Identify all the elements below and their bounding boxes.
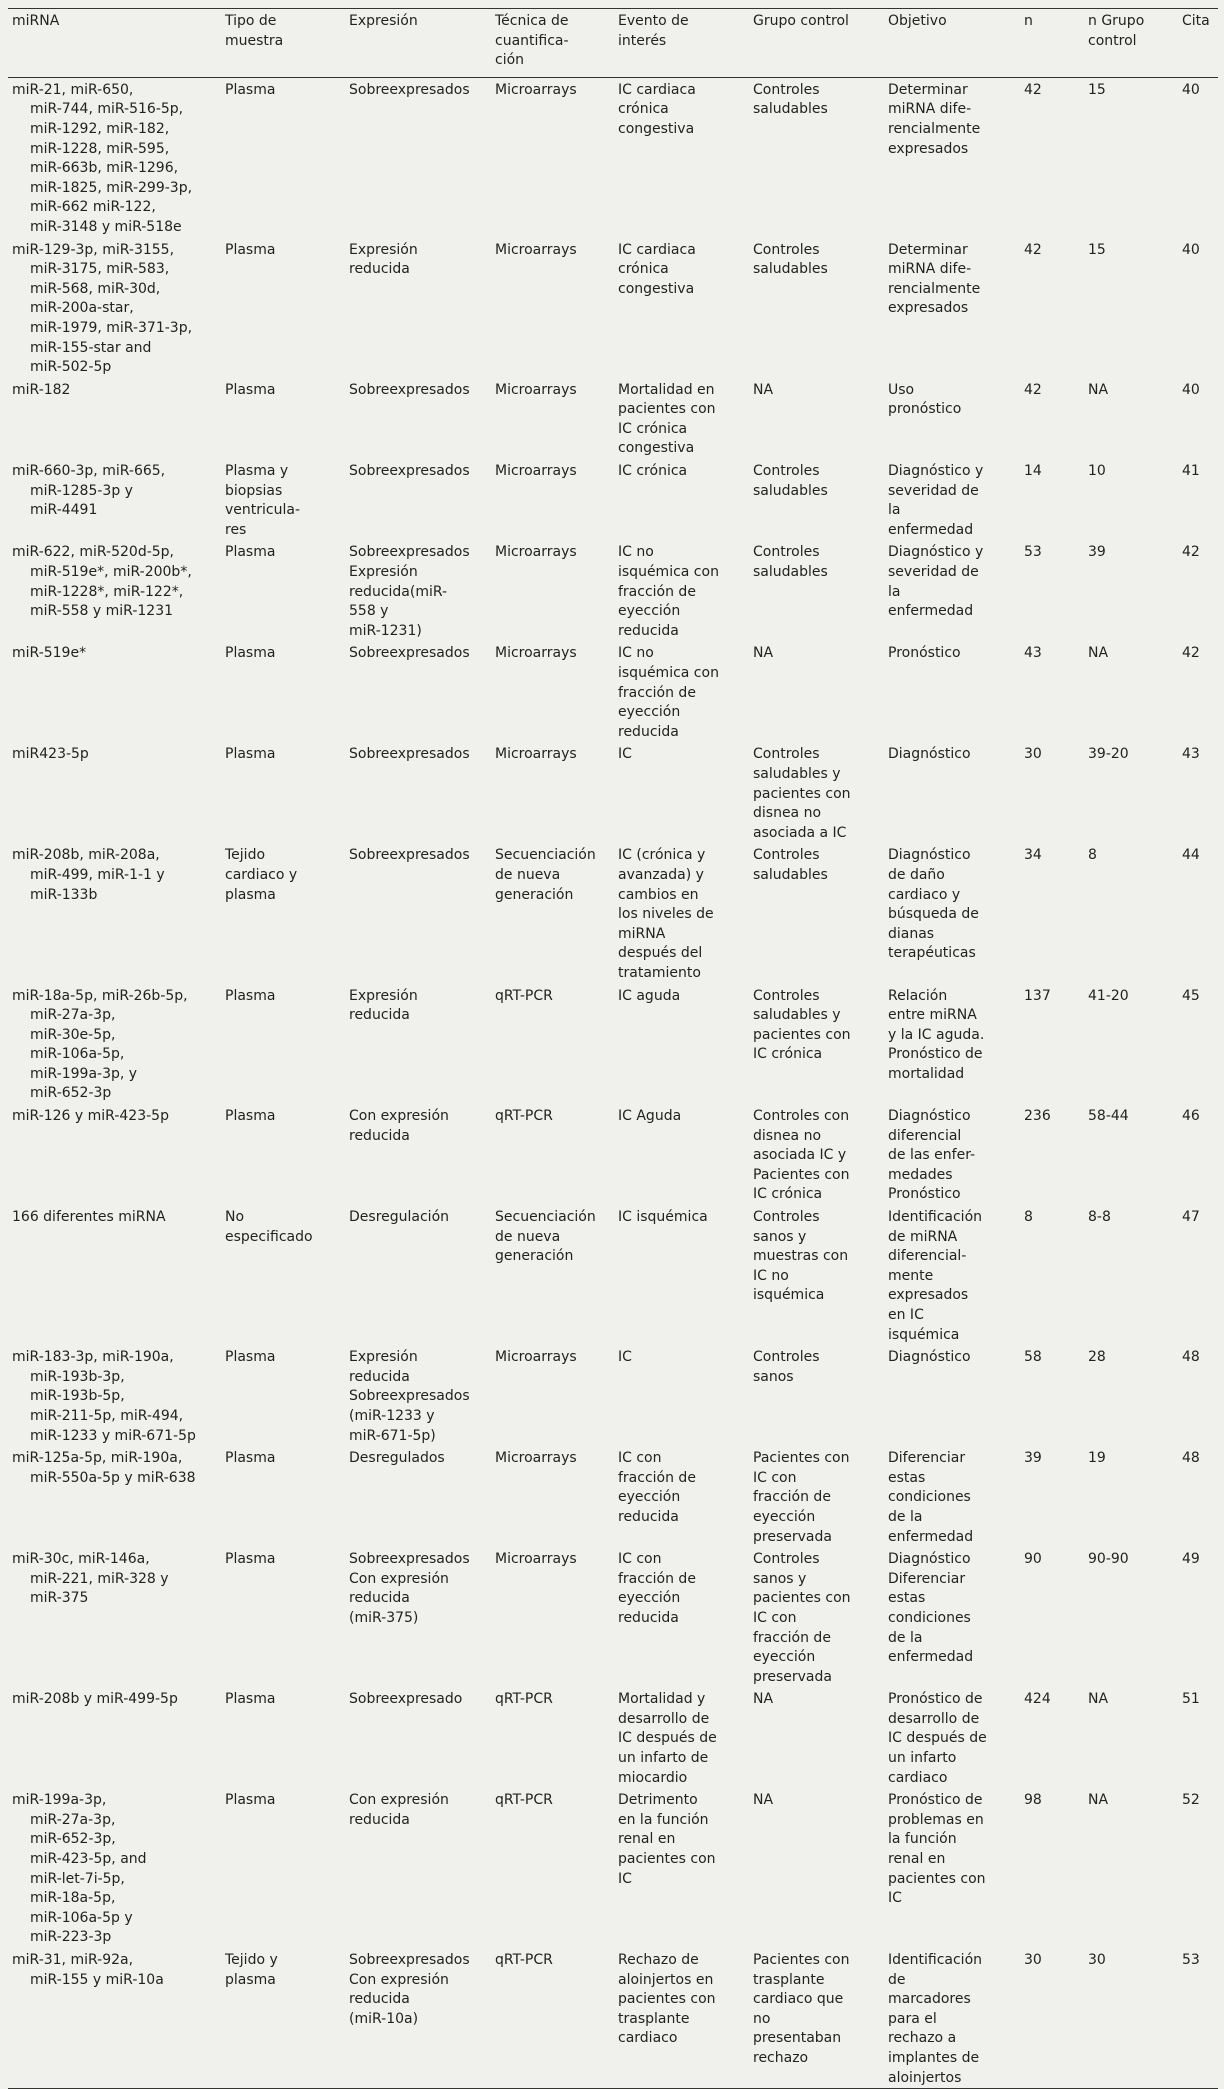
cell-expression: Sobreexpresados	[349, 381, 470, 398]
cell-objective: Identificación de marcadores para el rechazo a implantes de aloinjertos	[888, 1952, 983, 2086]
cell-mirna: miR-199a-3p, miR-27a-3p, miR-652-3p, miR-423-5p, and miR-let-7i-5p, miR-18a-5p, miR-106a-5p y miR-223-3p	[12, 1792, 147, 1946]
cell-objective: Diagnóstico diferencial de las enfer- medades Pronóstico	[888, 1108, 976, 1203]
cell-n: 98	[1024, 1792, 1042, 1809]
cell-sample-type: Plasma	[225, 1551, 276, 1568]
cell-mirna: miR-31, miR-92a, miR-155 y miR-10a	[12, 1952, 164, 1988]
cell-cite: 43	[1182, 746, 1200, 763]
cell-event: IC	[618, 746, 632, 763]
cell-event: IC con fracción de eyección reducida	[618, 1551, 696, 1626]
cell-event: IC (crónica y avanzada) y cambios en los niveles de miRNA después del tratamiento	[618, 847, 714, 981]
header-event: Evento de interés	[618, 13, 689, 49]
table-row	[8, 77, 1218, 237]
cell-sample-type: Plasma	[225, 1792, 276, 1809]
table-row	[8, 984, 1218, 1105]
cell-event: IC crónica	[618, 463, 688, 480]
cell-n: 14	[1024, 463, 1042, 480]
header-technique: Técnica de cuantifica- ción	[495, 13, 569, 69]
cell-n-control: 8-8	[1088, 1209, 1111, 1226]
cell-cite: 42	[1182, 544, 1200, 561]
mirna-table-container	[8, 8, 1218, 2089]
cell-n-control: 10	[1088, 463, 1106, 480]
cell-technique: Microarrays	[495, 1349, 577, 1366]
cell-technique: Microarrays	[495, 241, 577, 258]
cell-cite: 48	[1182, 1450, 1200, 1467]
cell-expression: Desregulados	[349, 1450, 445, 1467]
cell-n-control: NA	[1088, 1792, 1109, 1809]
cell-technique: Microarrays	[495, 544, 577, 561]
cell-mirna: miR423-5p	[12, 746, 89, 763]
cell-cite: 42	[1182, 645, 1200, 662]
cell-sample-type: Plasma	[225, 987, 276, 1004]
cell-control-group: Controles sanos	[753, 1349, 820, 1385]
cell-objective: Pronóstico de problemas en la función renal en pacientes con IC	[888, 1792, 986, 1907]
cell-control-group: Controles con disnea no asociada IC y Pacientes con IC crónica	[753, 1108, 850, 1203]
cell-mirna: miR-208b, miR-208a, miR-499, miR-1-1 y miR-133b	[12, 847, 165, 903]
header-n-control: n Grupo control	[1088, 13, 1145, 49]
cell-control-group: NA	[753, 645, 774, 662]
cell-n-control: 39	[1088, 544, 1106, 561]
cell-cite: 45	[1182, 987, 1200, 1004]
cell-cite: 46	[1182, 1108, 1200, 1125]
cell-cite: 53	[1182, 1952, 1200, 1968]
cell-expression: Desregulación	[349, 1209, 450, 1226]
cell-n-control: NA	[1088, 381, 1109, 398]
cell-sample-type: Plasma	[225, 1349, 276, 1366]
cell-technique: Secuenciación de nueva generación	[495, 847, 596, 903]
table-row	[8, 742, 1218, 843]
cell-n-control: 39-20	[1088, 746, 1129, 763]
cell-event: Mortalidad en pacientes con IC crónica congestiva	[618, 381, 716, 457]
cell-objective: Determinar miRNA dife- rencialmente expresados	[888, 81, 981, 157]
cell-sample-type: Plasma	[225, 746, 276, 763]
cell-technique: qRT-PCR	[495, 1792, 553, 1809]
cell-mirna: miR-18a-5p, miR-26b-5p, miR-27a-3p, miR-30e-5p, miR-106a-5p, miR-199a-3p, y miR-652-3p	[12, 987, 188, 1102]
cell-sample-type: Tejido cardiaco y plasma	[225, 847, 298, 903]
cell-expression: Sobreexpresados	[349, 847, 470, 864]
cell-event: IC Aguda	[618, 1108, 682, 1125]
table-row	[8, 1547, 1218, 1687]
cell-sample-type: Plasma	[225, 1450, 276, 1467]
cell-control-group: Controles saludables y pacientes con disnea no asociada a IC	[753, 746, 851, 841]
cell-sample-type: Plasma	[225, 1691, 276, 1708]
cell-control-group: NA	[753, 381, 774, 398]
table-row	[8, 1446, 1218, 1547]
cell-expression: Sobreexpresados Con expresión reducida (miR-10a)	[349, 1952, 470, 2027]
cell-expression: Con expresión reducida	[349, 1108, 449, 1144]
cell-technique: Microarrays	[495, 81, 577, 98]
cell-cite: 41	[1182, 463, 1200, 480]
cell-technique: qRT-PCR	[495, 1691, 553, 1708]
cell-expression: Sobreexpresados Con expresión reducida (miR-375)	[349, 1551, 470, 1626]
header-expression: Expresión	[349, 13, 418, 29]
cell-expression: Con expresión reducida	[349, 1792, 449, 1828]
cell-event: Detrimento en la función renal en pacientes con IC	[618, 1792, 716, 1887]
cell-n-control: 19	[1088, 1450, 1106, 1467]
cell-expression: Sobreexpresados	[349, 463, 470, 480]
cell-control-group: Controles saludables	[753, 544, 828, 581]
cell-technique: Secuenciación de nueva generación	[495, 1209, 596, 1265]
table-row	[8, 459, 1218, 540]
cell-objective: Determinar miRNA dife- rencialmente expresados	[888, 241, 981, 317]
cell-mirna: miR-21, miR-650, miR-744, miR-516-5p, miR-1292, miR-182, miR-1228, miR-595, miR-663b, miR-1296, miR-1825, miR-299-3p, miR-662 miR-122, miR-3148 y miR-518e	[12, 81, 193, 235]
cell-cite: 49	[1182, 1551, 1200, 1568]
cell-n-control: 90-90	[1088, 1551, 1129, 1568]
header-cite: Cita	[1182, 13, 1210, 29]
cell-sample-type: Plasma	[225, 241, 276, 258]
cell-sample-type: Plasma y biopsias ventricula- res	[225, 463, 300, 538]
cell-expression: Sobreexpresados	[349, 645, 470, 662]
cell-n: 34	[1024, 847, 1042, 864]
cell-cite: 40	[1182, 81, 1200, 98]
cell-technique: Microarrays	[495, 645, 577, 662]
cell-sample-type: Plasma	[225, 381, 276, 398]
cell-control-group: NA	[753, 1691, 774, 1708]
cell-n: 42	[1024, 241, 1042, 258]
table-row	[8, 1948, 1218, 2089]
cell-sample-type: No especificado	[225, 1209, 313, 1245]
cell-n-control: 28	[1088, 1349, 1106, 1366]
cell-expression: Sobreexpresado	[349, 1691, 463, 1708]
cell-technique: Microarrays	[495, 1450, 577, 1467]
cell-objective: Relación entre miRNA y la IC aguda. Pronóstico de mortalidad	[888, 987, 985, 1082]
cell-n: 137	[1024, 987, 1051, 1004]
cell-mirna: miR-30c, miR-146a, miR-221, miR-328 y miR-375	[12, 1551, 169, 1607]
header-mirna: miRNA	[12, 13, 60, 29]
table-row	[8, 238, 1218, 378]
cell-event: Rechazo de aloinjertos en pacientes con trasplante cardiaco	[618, 1952, 716, 2047]
cell-objective: Diferenciar estas condiciones de la enfermedad	[888, 1450, 974, 1545]
cell-n-control: NA	[1088, 1691, 1109, 1708]
cell-control-group: Controles saludables	[753, 847, 828, 883]
cell-n-control: NA	[1088, 645, 1109, 662]
cell-cite: 48	[1182, 1349, 1200, 1366]
table-row	[8, 540, 1218, 641]
cell-n: 90	[1024, 1551, 1042, 1568]
cell-objective: Diagnóstico de daño cardiaco y búsqueda de dianas terapéuticas	[888, 847, 979, 962]
cell-n: 43	[1024, 645, 1042, 662]
cell-technique: Microarrays	[495, 746, 577, 763]
cell-control-group: Controles saludables	[753, 463, 828, 499]
cell-n: 42	[1024, 81, 1042, 98]
cell-sample-type: Plasma	[225, 544, 276, 561]
cell-mirna: miR-208b y miR-499-5p	[12, 1691, 178, 1708]
cell-n-control: 15	[1088, 241, 1106, 258]
cell-n: 58	[1024, 1349, 1042, 1366]
header-control-group: Grupo control	[753, 13, 849, 29]
cell-n-control: 8	[1088, 847, 1097, 864]
cell-sample-type: Plasma	[225, 81, 276, 98]
cell-sample-type: Plasma	[225, 645, 276, 662]
cell-expression: Sobreexpresados	[349, 81, 470, 98]
cell-n: 30	[1024, 746, 1042, 763]
cell-mirna: 166 diferentes miRNA	[12, 1209, 166, 1226]
cell-technique: Microarrays	[495, 463, 577, 480]
cell-technique: Microarrays	[495, 381, 577, 398]
cell-event: IC cardiaca crónica congestiva	[618, 81, 696, 137]
table-body	[8, 77, 1218, 2088]
cell-n: 424	[1024, 1691, 1051, 1708]
table-row	[8, 1687, 1218, 1788]
cell-n-control: 58-44	[1088, 1108, 1129, 1125]
cell-n: 53	[1024, 544, 1042, 561]
cell-objective: Diagnóstico	[888, 746, 971, 763]
cell-control-group: Controles sanos y pacientes con IC con fracción de eyección preservada	[753, 1551, 851, 1685]
cell-cite: 52	[1182, 1792, 1200, 1809]
table-row	[8, 378, 1218, 459]
cell-sample-type: Plasma	[225, 1108, 276, 1125]
header-n: n	[1024, 13, 1033, 29]
cell-technique: Microarrays	[495, 1551, 577, 1568]
cell-expression: Sobreexpresados Expresión reducida(miR- 558 y miR-1231)	[349, 544, 470, 639]
cell-event: IC	[618, 1349, 632, 1366]
cell-expression: Expresión reducida	[349, 241, 418, 278]
cell-control-group: NA	[753, 1792, 774, 1809]
cell-mirna: miR-183-3p, miR-190a, miR-193b-3p, miR-193b-5p, miR-211-5p, miR-494, miR-1233 y miR-671-5p	[12, 1349, 196, 1444]
table-row	[8, 641, 1218, 742]
cell-event: IC no isquémica con fracción de eyección reducida	[618, 544, 719, 639]
cell-mirna: miR-182	[12, 381, 71, 398]
cell-n-control: 41-20	[1088, 987, 1129, 1004]
cell-objective: Identificación de miRNA diferencial- mente expresados en IC isquémica	[888, 1209, 983, 1343]
table-row	[8, 843, 1218, 983]
mirna-table	[8, 8, 1218, 2089]
cell-control-group: Controles sanos y muestras con IC no isquémica	[753, 1209, 849, 1304]
cell-technique: qRT-PCR	[495, 1952, 553, 1968]
table-header-row	[8, 9, 1218, 78]
cell-objective: Diagnóstico	[888, 1349, 971, 1366]
cell-sample-type: Tejido y plasma	[225, 1952, 278, 1988]
cell-objective: Diagnóstico y severidad de la enfermedad	[888, 463, 984, 538]
cell-n-control: 15	[1088, 81, 1106, 98]
table-row	[8, 1345, 1218, 1446]
cell-event: IC con fracción de eyección reducida	[618, 1450, 696, 1525]
cell-objective: Pronóstico de desarrollo de IC después de un infarto cardiaco	[888, 1691, 987, 1786]
cell-n: 236	[1024, 1108, 1051, 1125]
cell-expression: Expresión reducida	[349, 987, 418, 1024]
cell-mirna: miR-660-3p, miR-665, miR-1285-3p y miR-4491	[12, 463, 166, 519]
cell-mirna: miR-129-3p, miR-3155, miR-3175, miR-583, miR-568, miR-30d, miR-200a-star, miR-1979, miR-371-3p, miR-155-star and miR-502-5p	[12, 241, 193, 376]
cell-n: 39	[1024, 1450, 1042, 1467]
cell-n: 8	[1024, 1209, 1033, 1226]
cell-cite: 47	[1182, 1209, 1200, 1226]
cell-control-group: Controles saludables	[753, 81, 828, 118]
cell-cite: 40	[1182, 241, 1200, 258]
cell-expression: Sobreexpresados	[349, 746, 470, 763]
cell-mirna: miR-519e*	[12, 645, 87, 662]
cell-n: 42	[1024, 381, 1042, 398]
table-row	[8, 1788, 1218, 1948]
cell-objective: Diagnóstico y severidad de la enfermedad	[888, 544, 984, 620]
cell-control-group: Pacientes con trasplante cardiaco que no presentaban rechazo	[753, 1952, 850, 2066]
cell-event: IC no isquémica con fracción de eyección reducida	[618, 645, 719, 740]
cell-n: 30	[1024, 1952, 1042, 1968]
cell-technique: qRT-PCR	[495, 987, 553, 1004]
table-row	[8, 1205, 1218, 1345]
cell-technique: qRT-PCR	[495, 1108, 553, 1125]
cell-objective: Pronóstico	[888, 645, 961, 662]
cell-mirna: miR-622, miR-520d-5p, miR-519e*, miR-200b*, miR-1228*, miR-122*, miR-558 y miR-1231	[12, 544, 192, 620]
header-sample-type: Tipo de muestra	[225, 13, 284, 49]
table-row	[8, 1104, 1218, 1205]
cell-control-group: Controles saludables y pacientes con IC crónica	[753, 987, 851, 1063]
cell-objective: Uso pronóstico	[888, 381, 962, 418]
cell-control-group: Controles saludables	[753, 241, 828, 278]
cell-expression: Expresión reducida Sobreexpresados (miR-1233 y miR-671-5p)	[349, 1349, 470, 1444]
cell-n-control: 30	[1088, 1952, 1106, 1968]
cell-event: IC isquémica	[618, 1209, 708, 1226]
header-objective: Objetivo	[888, 13, 947, 29]
cell-objective: Diagnóstico Diferenciar estas condiciones de la enfermedad	[888, 1551, 974, 1666]
cell-cite: 51	[1182, 1691, 1200, 1708]
cell-cite: 44	[1182, 847, 1200, 864]
cell-event: IC aguda	[618, 987, 681, 1004]
cell-cite: 40	[1182, 381, 1200, 398]
cell-mirna: miR-126 y miR-423-5p	[12, 1108, 169, 1125]
cell-event: Mortalidad y desarrollo de IC después de un infarto de miocardio	[618, 1691, 717, 1786]
cell-control-group: Pacientes con IC con fracción de eyección preservada	[753, 1450, 850, 1545]
cell-event: IC cardiaca crónica congestiva	[618, 241, 696, 297]
cell-mirna: miR-125a-5p, miR-190a, miR-550a-5p y miR-638	[12, 1450, 196, 1486]
